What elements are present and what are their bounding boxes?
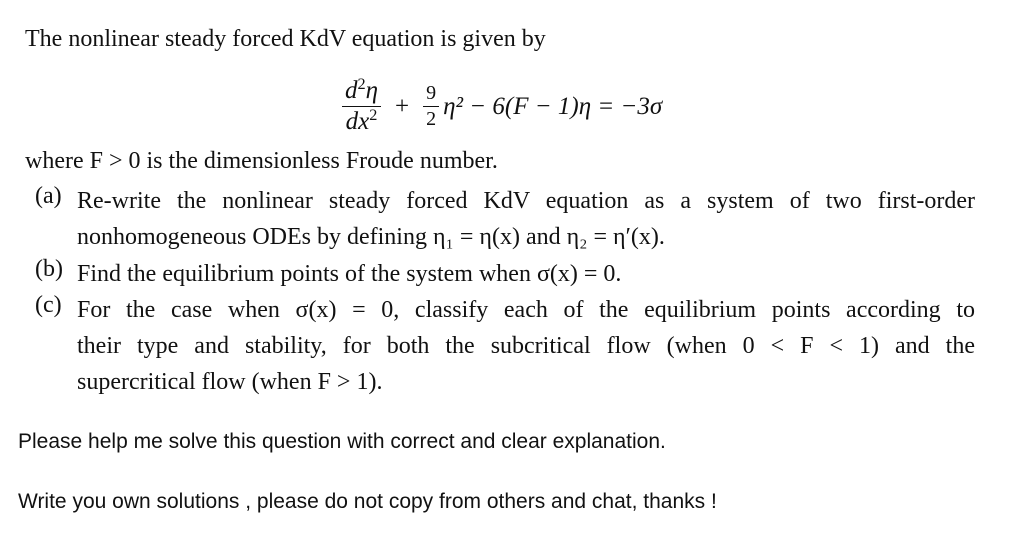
second-derivative-fraction: $\frac{d^2\eta}{dx^2}$ — [342, 78, 381, 136]
part-a-line-2: nonhomogeneous ODEs by defining η₁ = η(x) and η₂ = η′(x). — [77, 224, 665, 250]
part-b-label: (b) — [35, 256, 63, 282]
thanks-text: Write you own solutions , please do not copy from others and chat, thanks ! — [18, 490, 717, 513]
help-request-text: Please help me solve this question with correct and clear explanation. — [18, 430, 666, 453]
part-a — [35, 183, 975, 255]
eq-nine: 9 — [423, 83, 439, 107]
eq-eta: η — [365, 77, 379, 104]
part-a-label: (a) — [35, 183, 62, 209]
part-c-line-1: For the case when σ(x) = 0, classify each of the equilibrium points according to — [77, 297, 975, 323]
part-c — [35, 292, 975, 400]
part-b — [35, 256, 975, 292]
eq-two: 2 — [426, 108, 437, 131]
part-c-label: (c) — [35, 292, 62, 318]
eq-dx: dx — [345, 108, 370, 136]
part-b-line-1: Find the equilibrium points of the system when σ(x) = 0. — [77, 261, 622, 287]
eq-rest: η² − 6(F − 1)η = −3σ — [443, 92, 663, 120]
eq-d: d — [345, 77, 358, 104]
intro-text: The nonlinear steady forced KdV equation is given by — [25, 26, 546, 52]
part-c-line-3: supercritical flow (when F > 1). — [77, 369, 383, 395]
where-text: where F > 0 is the dimensionless Froude number. — [25, 148, 498, 174]
kdv-equation: $\frac{d^2\eta}{dx^2}$ + $\frac{9}{2}$ η² − 6(F − 1)η = −3σ — [338, 78, 662, 136]
nine-halves-fraction — [423, 83, 439, 130]
part-a-line-1: Re-write the nonlinear steady forced KdV equation as a system of two first-order — [77, 188, 975, 214]
part-c-line-2: their type and stability, for both the subcritical flow (when 0 < F < 1) and the — [77, 333, 975, 359]
